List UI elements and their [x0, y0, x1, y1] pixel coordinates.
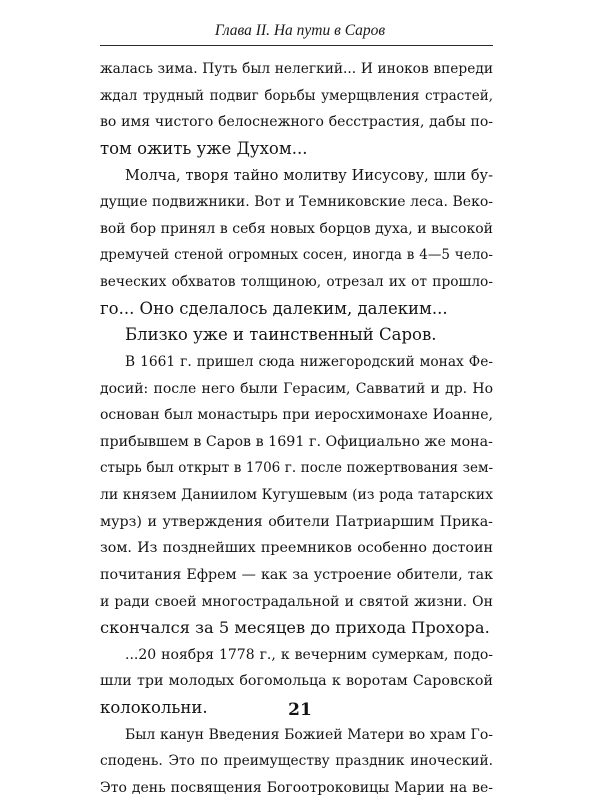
text-line: дремучей стеной огромных сосен, иногда в 4—5 чело- [100, 247, 493, 264]
text-line: во имя чистого белоснежного бесстрастия, дабы по- [100, 114, 493, 131]
text-line: мурз) и утверждения обители Патриаршим Прика- [100, 513, 493, 530]
text-line: Молча, творя тайно молитву Иисусову, шли бу- [125, 167, 493, 184]
text-line: ли князем Даниилом Кугушевым (из рода татарских [100, 487, 493, 503]
text-line: зом. Из позднейших преемников особенно достоин [100, 540, 493, 557]
text-line: колокольни. [100, 698, 208, 717]
text-line: дущие подвижники. Вот и Темниковские леса. Веко- [100, 194, 493, 211]
text-line: сподень. Это по преимуществу праздник иноческий. [100, 753, 493, 770]
text-line: Был канун Введения Божией Матери во храм Го- [125, 726, 493, 743]
text-line: том ожить уже Духом... [100, 138, 308, 158]
text-line: Близко уже и таинственный Саров. [125, 325, 437, 345]
text-line: прибывшем в Саров в 1691 г. Официально же мона- [100, 433, 493, 450]
text-line: вой бор принял в себя новых борцов духа, и высокой [100, 220, 493, 237]
header-rule [100, 45, 493, 46]
body-text [100, 56, 493, 802]
text-line: ...20 ноября 1778 г., к вечерним сумеркам, подо- [125, 646, 493, 663]
text-line: Это день посвящения Богоотроковицы Марии на ве- [100, 779, 493, 796]
page-number: 21 [288, 700, 312, 720]
text-line: стырь был открыт в 1706 г. после пожертвования зем- [100, 460, 493, 477]
text-line: го... Оно сделалось далеким, далеким... [100, 298, 448, 318]
text-line: почитания Ефрем — как за устроение обители, так [100, 566, 493, 583]
text-line: основан был монастырь при иеросхимонахе Иоанне, [100, 407, 493, 424]
text-line: и ради своей многострадальной и святой жизни. Он [100, 593, 493, 610]
text-line: веческих обхватов толщиною, отрезал их от прошло- [100, 274, 493, 290]
running-head-chapter-title: Глава II. На пути в Саров [214, 22, 386, 39]
text-line: скончался за 5 месяцев до прихода Прохора. [100, 618, 490, 638]
text-line: жалась зима. Путь был нелегкий... И иноков впереди [100, 61, 493, 77]
text-line: досий: после него были Герасим, Савватий и др. Но [100, 380, 493, 397]
text-line: ждал трудный подвиг борьбы умерщвления страстей, [100, 87, 493, 104]
text-line: В 1661 г. пришел сюда нижегородский монах Фе- [125, 353, 493, 370]
text-line: шли три молодых богомольца к воротам Саровской [100, 673, 493, 690]
